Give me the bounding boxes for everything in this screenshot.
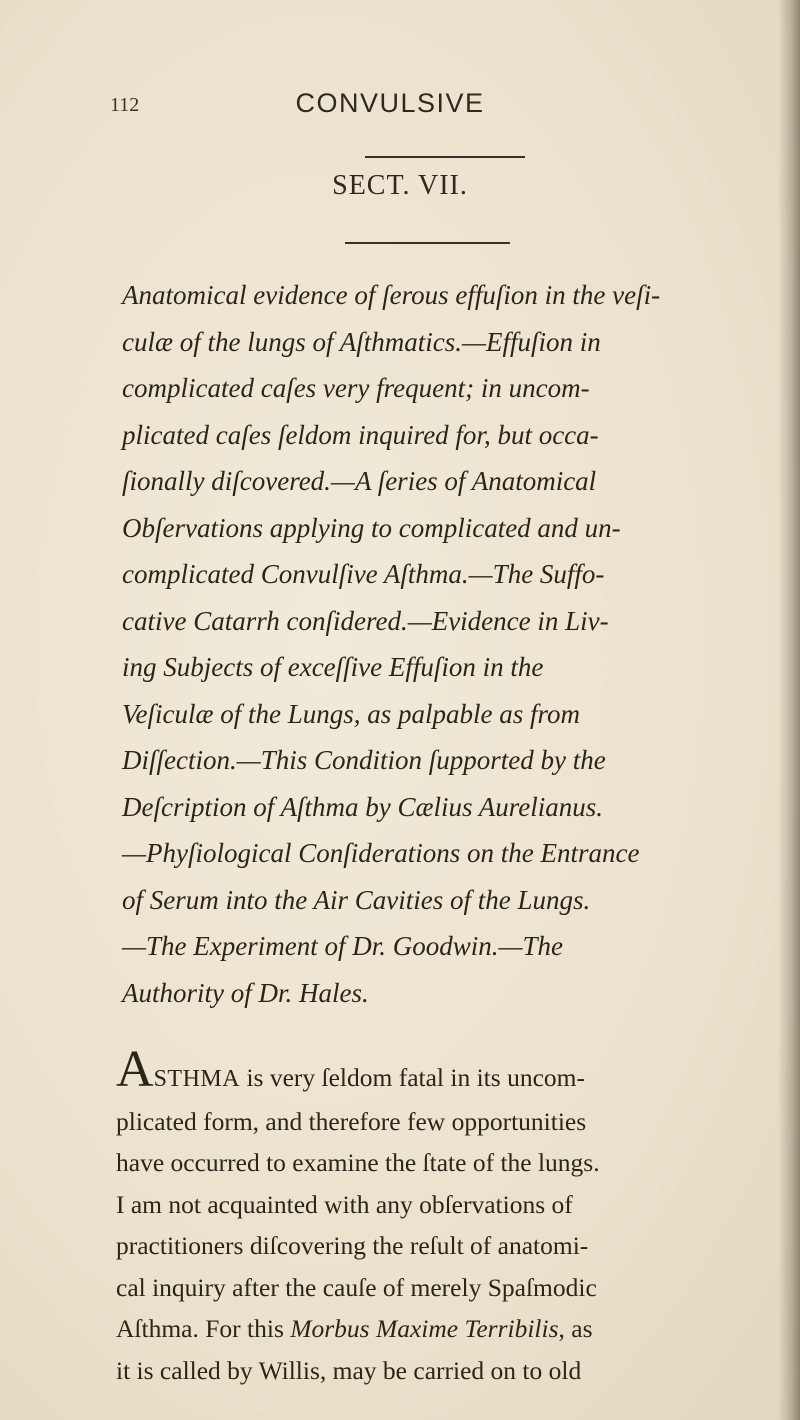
body-line: plicated form, and therefore few opportunities (116, 1106, 587, 1136)
body-line-last: it is called by Willis, may be carried on to old (116, 1355, 582, 1385)
summary-line: Obſervations applying to complicated and un- (122, 512, 621, 543)
summary-line: Veſiculæ of the Lungs, as palpable as from (122, 698, 580, 729)
first-line-rest: is very ſeldom fatal in its uncom- (240, 1063, 585, 1092)
section-title: SECT. VII. (332, 170, 468, 201)
summary-line: ing Subjects of exceſſive Effuſion in the (122, 652, 544, 682)
page-number: 112 (110, 94, 140, 116)
spine-shadow (778, 0, 800, 1420)
summary-line: plicated caſes ſeldom inquired for, but occa- (122, 419, 599, 450)
summary-line: Diſſection.—This Condition ſupported by the (122, 745, 606, 775)
bottom-rule (345, 242, 510, 244)
summary-line: ſionally diſcovered.—A ſeries of Anatomical (122, 466, 597, 496)
summary-line: culæ of the lungs of Aſthmatics.—Effuſion in (122, 326, 601, 357)
body-line: have occurred to examine the ſtate of the lungs. (116, 1148, 600, 1177)
summary-line: —Phyſiological Conſiderations on the Entrance (122, 838, 640, 868)
body-line-first (116, 1041, 776, 1101)
body-line: practitioners diſcovering the reſult of anatomi- (116, 1231, 589, 1260)
first-word-rest: STHMA (153, 1066, 241, 1092)
summary-line: cative Catarrh conſidered.—Evidence in Liv- (122, 605, 609, 636)
body-line-italic (116, 1308, 776, 1350)
body-line: cal inquiry after the cauſe of merely Spaſmodic (116, 1272, 597, 1302)
after-italic: , as (558, 1314, 593, 1343)
summary-line: of Serum into the Air Cavities of the Lungs. (122, 884, 591, 915)
section-summary (122, 272, 776, 1016)
body-line: I am not acquainted with any obſervations of (116, 1189, 573, 1219)
top-rule (365, 156, 525, 158)
summary-line: Deſcription of Aſthma by Cælius Aurelianus. (122, 791, 604, 822)
running-head: CONVULSIVE (295, 88, 485, 118)
body-paragraph (116, 1041, 776, 1391)
summary-line: Anatomical evidence of ſerous effuſion in the veſi- (122, 280, 661, 310)
italic-phrase: Morbus Maxime Terribilis (290, 1314, 559, 1343)
page-header (110, 88, 670, 122)
body-line-start: Aſthma. For this (116, 1314, 291, 1343)
summary-line: complicated Convulſive Aſthma.—The Suffo- (122, 559, 605, 589)
summary-line: complicated caſes very frequent; in uncom- (122, 373, 590, 403)
drop-cap: A (116, 1041, 154, 1098)
summary-line: —The Experiment of Dr. Goodwin.—The (122, 931, 563, 961)
summary-line: Authority of Dr. Hales. (122, 977, 369, 1008)
